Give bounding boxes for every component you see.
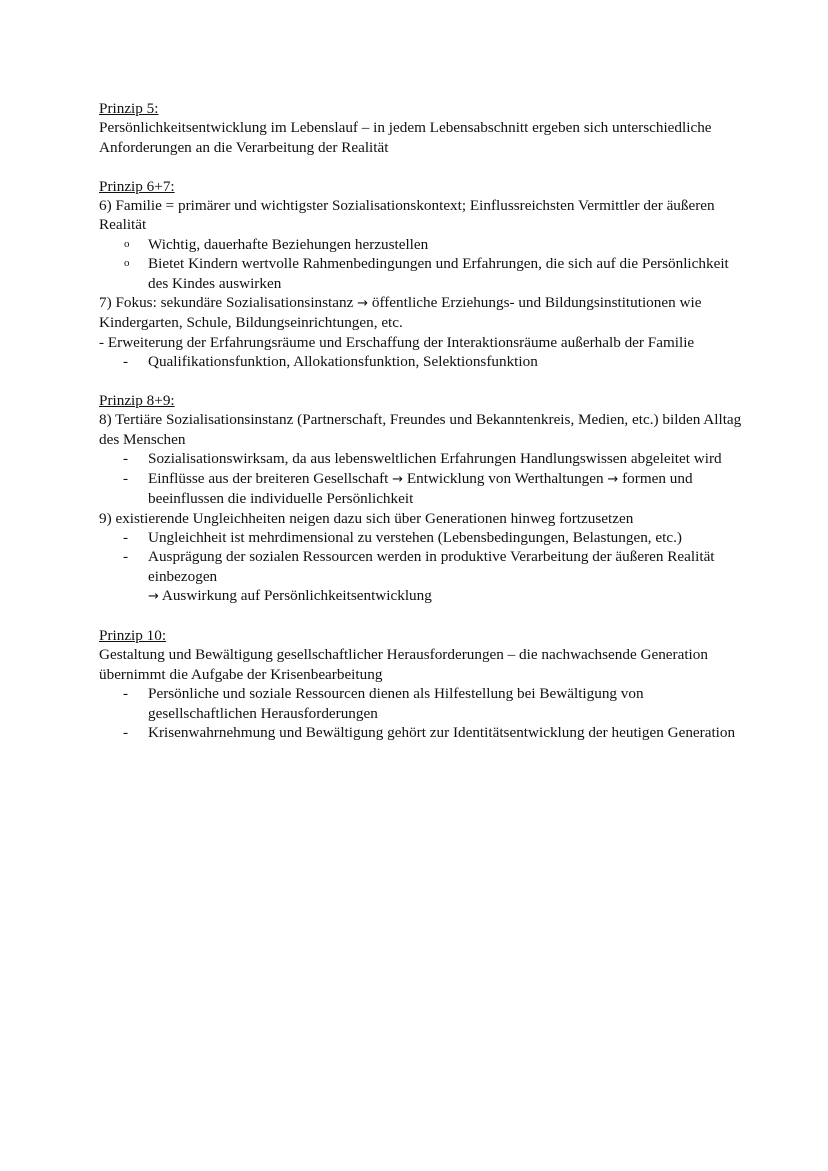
list-item bbox=[99, 235, 749, 254]
paragraph bbox=[99, 293, 749, 333]
note-text: Auswirkung auf Persönlichkeitsentwicklung bbox=[161, 587, 432, 605]
bullet-dash-icon: - bbox=[123, 528, 129, 546]
list-item bbox=[99, 469, 749, 509]
text: Entwicklung von Werthaltungen bbox=[406, 469, 604, 487]
bullet-dash-icon: - bbox=[123, 353, 129, 371]
section-heading: Prinzip 8+9: bbox=[99, 392, 175, 410]
list-item bbox=[99, 547, 749, 586]
arrow-right-icon: → bbox=[148, 589, 159, 605]
list-item-text: Wichtig, dauerhafte Beziehungen herzustellen bbox=[148, 235, 429, 253]
arrow-right-icon: → bbox=[392, 471, 404, 487]
bullet-dash-icon: - bbox=[123, 469, 129, 487]
note bbox=[99, 586, 749, 606]
list-item-text: Persönliche und soziale Ressourcen dienen als Hilfestellung bei Bewältigung von gesellschaftlichen Herausforderungen bbox=[148, 685, 644, 722]
section-prinzip-10 bbox=[99, 626, 749, 742]
paragraph: 6) Familie = primärer und wichtigster Sozialisationskontext; Einflussreichsten Vermittler der äußeren Realität bbox=[99, 197, 715, 234]
list-item-text: Bietet Kindern wertvolle Rahmenbedingungen und Erfahrungen, die sich auf die Persönlichkeit des Kindes auswirken bbox=[148, 255, 729, 292]
arrow-right-icon: → bbox=[357, 296, 369, 312]
bullet-dash-icon: - bbox=[123, 450, 129, 468]
section-prinzip-6-7 bbox=[99, 177, 749, 372]
paragraph: Gestaltung und Bewältigung gesellschaftlicher Herausforderungen – die nachwachsende Generation übernimmt die Aufgabe der Krisenbearbeitung bbox=[99, 646, 708, 683]
bullet-circle-icon: o bbox=[124, 257, 130, 270]
list-item-text: Krisenwahrnehmung und Bewältigung gehört zur Identitätsentwicklung der heutigen Generation bbox=[148, 723, 736, 741]
list-item bbox=[99, 684, 749, 723]
text: öffentliche Erziehungs- und Bildungsinstitutionen wie Kindergarten, Schule, Bildungseinrichtungen, etc. bbox=[99, 294, 702, 332]
list-item-text: Sozialisationswirksam, da aus lebensweltlichen Erfahrungen Handlungswissen abgeleitet wird bbox=[148, 450, 722, 468]
section-heading: Prinzip 10: bbox=[99, 626, 167, 644]
text: formen und beeinflussen die individuelle Persönlichkeit bbox=[148, 469, 693, 508]
paragraph: 8) Tertiäre Sozialisationsinstanz (Partnerschaft, Freundes und Bekanntenkreis, Medien, etc.) bilden Alltag des Menschen bbox=[99, 411, 742, 448]
list-item bbox=[99, 528, 749, 547]
text: Einflüsse aus der breiteren Gesellschaft bbox=[148, 469, 389, 487]
text: 7) Fokus: sekundäre Sozialisationsinstanz bbox=[99, 294, 354, 312]
paragraph: Persönlichkeitsentwicklung im Lebenslauf – in jedem Lebensabschnitt ergeben sich unterschiedliche Anforderungen an die Verarbeitung der Realität bbox=[99, 119, 712, 156]
list-item bbox=[99, 449, 749, 468]
bullet-list bbox=[99, 235, 749, 293]
section-prinzip-8-9 bbox=[99, 391, 749, 606]
list-item-text: Ausprägung der sozialen Ressourcen werden in produktive Verarbeitung der äußeren Realität einbezogen bbox=[148, 548, 715, 585]
bullet-dash-icon: - bbox=[123, 723, 129, 741]
list-item bbox=[99, 352, 749, 371]
list-item bbox=[99, 723, 749, 742]
arrow-right-icon: → bbox=[607, 471, 619, 487]
list-item-text: Qualifikationsfunktion, Allokationsfunktion, Selektionsfunktion bbox=[148, 353, 538, 371]
section-prinzip-5 bbox=[99, 99, 749, 157]
bullet-dash-icon: - bbox=[123, 685, 129, 703]
bullet-list bbox=[99, 684, 749, 742]
document-page bbox=[99, 99, 749, 762]
bullet-list bbox=[99, 449, 749, 508]
bullet-list bbox=[99, 528, 749, 586]
bullet-circle-icon: o bbox=[124, 237, 130, 250]
section-heading: Prinzip 6+7: bbox=[99, 177, 175, 195]
paragraph: 9) existierende Ungleichheiten neigen dazu sich über Generationen hinweg fortzusetzen bbox=[99, 509, 634, 527]
list-item-text: Ungleichheit ist mehrdimensional zu verstehen (Lebensbedingungen, Belastungen, etc.) bbox=[148, 528, 682, 546]
paragraph: - Erweiterung der Erfahrungsräume und Erschaffung der Interaktionsräume außerhalb der Familie bbox=[99, 333, 695, 351]
bullet-dash-icon: - bbox=[123, 548, 129, 566]
section-heading: Prinzip 5: bbox=[99, 100, 159, 117]
list-item bbox=[99, 254, 749, 293]
bullet-list bbox=[99, 352, 749, 371]
